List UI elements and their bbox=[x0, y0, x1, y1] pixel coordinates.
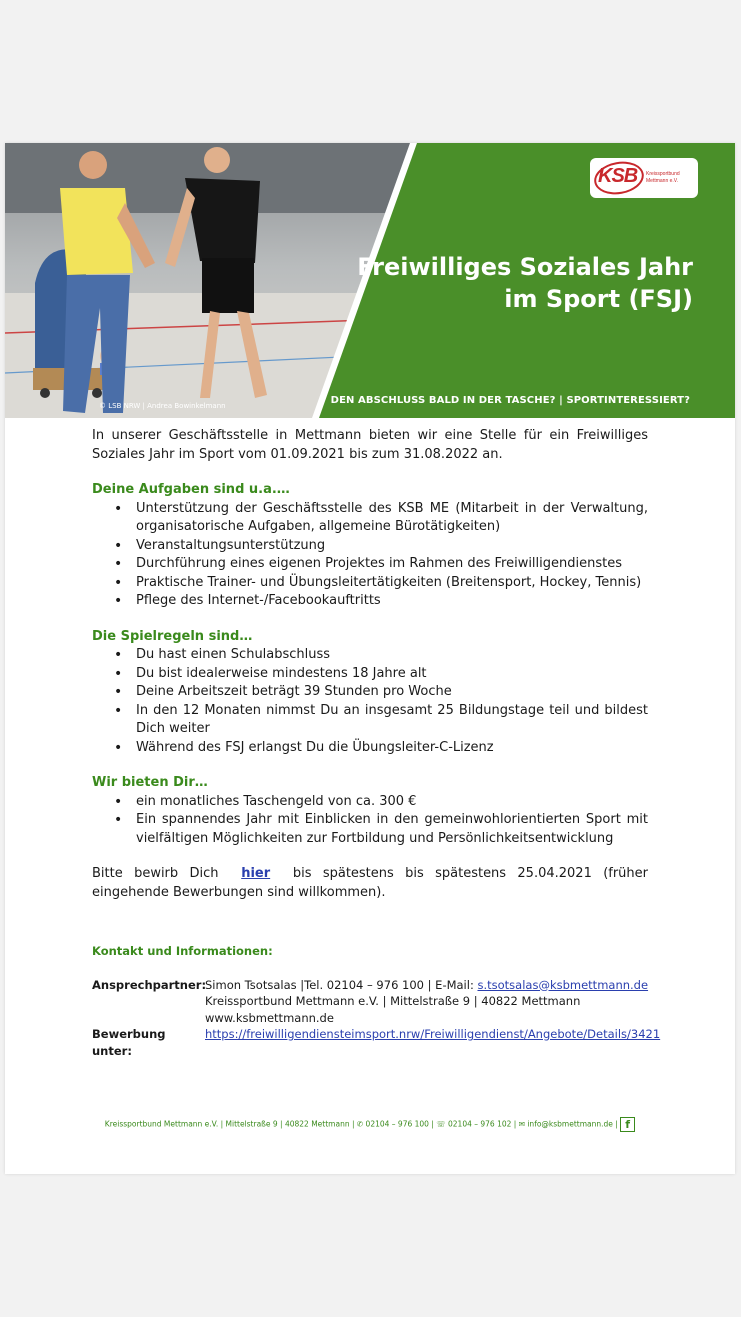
list-item: • Veranstaltungsunterstützung bbox=[136, 537, 648, 556]
rules-heading: Die Spielregeln sind… bbox=[92, 628, 253, 644]
apply-url-row bbox=[92, 1026, 661, 1059]
hero-banner bbox=[5, 143, 735, 418]
ksb-logo bbox=[590, 158, 698, 198]
contact-person-details: Simon Tsotsalas |Tel. 02104 – 976 100 | E-Mail: s.tsotsalas@ksbmettmann.de Kreissportbund Mettmann e.V. | Mittelstraße 9 | 40822 Mettmann www.ksbmettmann.de bbox=[205, 977, 649, 1025]
page-footer bbox=[5, 1117, 735, 1132]
apply-url-label: Bewerbung unter: bbox=[92, 1027, 166, 1058]
list-item: • Unterstützung der Geschäftsstelle des KSB ME (Mitarbeit in der Verwaltung, organisatorische Aufgaben, allgemeine Bürotätigkeiten) bbox=[136, 500, 648, 537]
logo-subtitle: Kreissportbund Mettmann e.V. bbox=[646, 171, 680, 184]
photo-credit: © LSB NRW | Andrea Bowinkelmann bbox=[99, 402, 226, 410]
list-item: • Du bist idealerweise mindestens 18 Jahre alt bbox=[136, 665, 648, 684]
list-item: • ein monatliches Taschengeld von ca. 300 € bbox=[136, 793, 648, 812]
list-item: • In den 12 Monaten nimmst Du an insgesamt 25 Bildungstage teil und bildest Dich weiter bbox=[136, 702, 648, 739]
list-item: • Während des FSJ erlangst Du die Übungsleiter-C-Lizenz bbox=[136, 739, 648, 758]
email-link[interactable]: s.tsotsalas@ksbmettmann.de bbox=[477, 977, 649, 992]
list-item: • Deine Arbeitszeit beträgt 39 Stunden pro Woche bbox=[136, 683, 648, 702]
tasks-heading: Deine Aufgaben sind u.a.… bbox=[92, 482, 290, 497]
apply-text: Bitte bewirb Dich hier bis spätestens bis spätestens 25.04.2021 (früher eingehende Bewerbungen sind willkommen). bbox=[92, 866, 649, 900]
tasks-list bbox=[92, 500, 648, 611]
list-item: • Praktische Trainer- und Übungsleitertätigkeiten (Breitensport, Hockey, Tennis) bbox=[136, 574, 648, 593]
offer-list bbox=[92, 793, 648, 849]
apply-url-link[interactable]: https://freiwilligendiensteimsport.nrw/Freiwilligendienst/Angebote/Details/3421 bbox=[205, 1027, 661, 1041]
intro-text: In unserer Geschäftsstelle in Mettmann bieten wir eine Stelle für ein Freiwilliges Soziales Jahr im Sport vom 01.09.2021 bis zum 31.08.2022 an. bbox=[92, 428, 648, 462]
offer-heading: Wir bieten Dir… bbox=[92, 775, 208, 790]
flyer-page bbox=[5, 143, 735, 1174]
footer-text: Kreissportbund Mettmann e.V. | Mittelstraße 9 | 40822 Mettmann | ✆ 02104 – 976 100 | ☏ 02104 – 976 102 | ✉ info@ksbmettmann.de | bbox=[104, 1119, 618, 1129]
apply-link[interactable]: hier bbox=[241, 866, 271, 881]
facebook-icon[interactable]: f bbox=[620, 1117, 635, 1132]
logo-mark: KSB bbox=[598, 165, 638, 187]
list-item: • Du hast einen Schulabschluss bbox=[136, 646, 648, 665]
contact-block bbox=[92, 977, 661, 1060]
website-text: www.ksbmettmann.de bbox=[205, 1010, 334, 1025]
list-item: • Ein spannendes Jahr mit Einblicken in den gemeinwohlorientierten Sport mit vielfältigen Möglichkeiten zur Fortbildung und Persönlichkeitsentwicklung bbox=[136, 811, 648, 848]
list-item: • Pflege des Internet-/Facebookauftritts bbox=[136, 592, 648, 611]
hero-tagline: DEN ABSCHLUSS BALD IN DER TASCHE? | SPORTINTERESSIERT? bbox=[330, 395, 690, 406]
contact-person-row bbox=[92, 977, 648, 1027]
contact-person-label: Ansprechpartner: bbox=[92, 977, 207, 992]
body-content bbox=[92, 427, 661, 1059]
contact-heading: Kontakt und Informationen: bbox=[92, 944, 273, 958]
page-title: Freiwilliges Soziales Jahr im Sport (FSJ) bbox=[357, 253, 693, 313]
rules-list bbox=[92, 646, 648, 757]
list-item: • Durchführung eines eigenen Projektes im Rahmen des Freiwilligendienstes bbox=[136, 555, 648, 574]
